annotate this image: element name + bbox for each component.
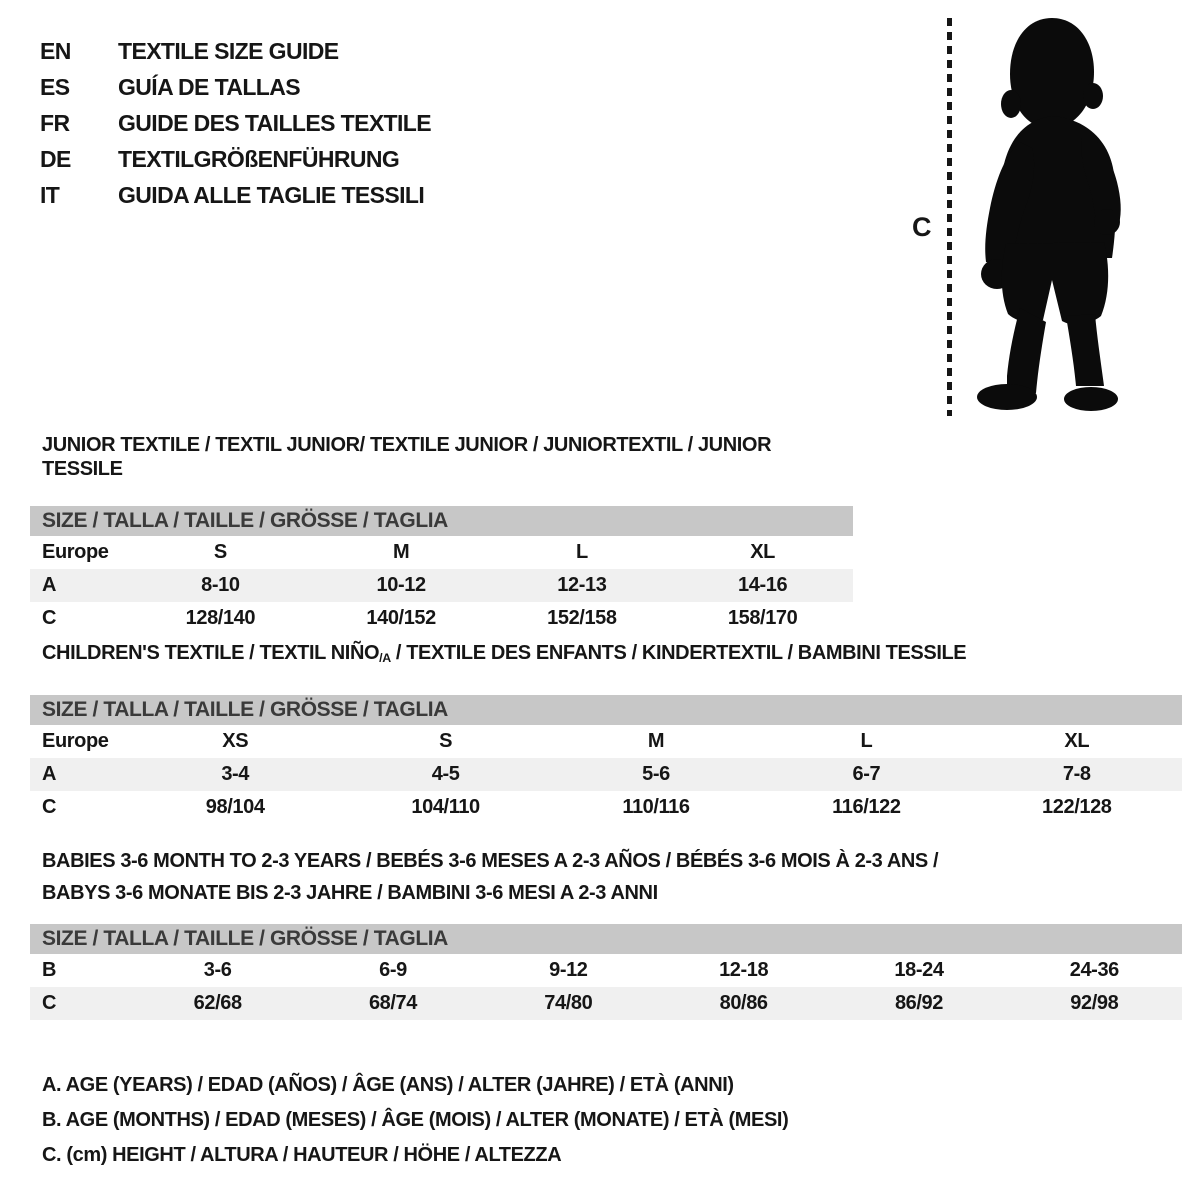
table-cell: 98/104: [205, 796, 265, 819]
lang-row-en: [40, 33, 431, 69]
table-cell: 3-4: [221, 763, 250, 786]
table-cell: M: [392, 541, 410, 563]
lang-row-it: [40, 177, 431, 213]
lang-row-es: [40, 69, 431, 105]
row-label: Europe: [42, 730, 109, 753]
table-cell: 12-18: [719, 959, 769, 981]
measurement-legend: [42, 1068, 788, 1173]
size-header-bar: SIZE / TALLA / TAILLE / GRÖSSE / TAGLIA: [30, 695, 1182, 725]
table-cell: 86/92: [894, 992, 943, 1014]
table-cell: 104/110: [411, 796, 480, 819]
row-label: C: [42, 992, 57, 1014]
row-label: C: [42, 607, 57, 629]
table-cell: 140/152: [366, 607, 436, 629]
table-cell: M: [647, 730, 665, 753]
height-measure-dotted-line: [947, 18, 952, 416]
title-subscript: /A: [379, 651, 391, 666]
table-cell: 128/140: [185, 607, 256, 629]
row-label: B: [42, 959, 57, 981]
title-part: CHILDREN'S TEXTILE / TEXTIL NIÑO: [42, 642, 380, 664]
section-title: [42, 845, 1182, 909]
table-cell: 92/98: [1070, 992, 1119, 1014]
table-cell: L: [860, 730, 873, 753]
table-cell: 24-36: [1069, 959, 1119, 981]
babies-size-table: [30, 954, 1182, 1020]
table-row: [30, 987, 1182, 1020]
legend-line-a: A. AGE (YEARS) / EDAD (AÑOS) / ÂGE (ANS) / ALTER (JAHRE) / ETÀ (ANNI): [42, 1074, 734, 1096]
table-cell: 5-6: [642, 763, 670, 786]
table-cell: S: [439, 730, 453, 753]
lang-code: DE: [40, 145, 71, 172]
table-cell: L: [575, 541, 588, 563]
table-cell: XS: [222, 730, 249, 753]
size-header-bar: SIZE / TALLA / TAILLE / GRÖSSE / TAGLIA: [30, 506, 853, 536]
row-label: A: [42, 763, 57, 786]
table-cell: 8-10: [201, 574, 240, 596]
table-cell: 122/128: [1042, 796, 1112, 819]
section-children-textile: [30, 641, 1182, 824]
table-cell: 7-8: [1062, 763, 1091, 786]
table-row: [30, 725, 1182, 758]
table-cell: S: [213, 541, 227, 563]
table-row: [30, 954, 1182, 987]
table-cell: 6-9: [379, 959, 407, 981]
section-title: [42, 641, 1182, 670]
lang-code: FR: [40, 109, 70, 136]
table-row: [30, 758, 1182, 791]
row-label: A: [42, 574, 57, 596]
language-title-list: [40, 33, 431, 213]
lang-code: EN: [40, 37, 71, 64]
table-row: [30, 536, 853, 569]
table-cell: 62/68: [193, 992, 242, 1014]
table-cell: 14-16: [738, 574, 788, 596]
table-cell: 152/158: [547, 607, 617, 629]
row-label: Europe: [42, 541, 109, 563]
lang-row-fr: [40, 105, 431, 141]
table-cell: XL: [750, 541, 775, 563]
section-title: JUNIOR TEXTILE / TEXTIL JUNIOR/ TEXTILE JUNIOR / JUNIORTEXTIL / JUNIOR TESSILE: [42, 434, 772, 480]
table-cell: 68/74: [368, 992, 418, 1014]
lang-title: TEXTILE SIZE GUIDE: [118, 37, 339, 64]
table-cell: 9-12: [549, 959, 588, 981]
row-label: C: [42, 796, 57, 819]
lang-title: TEXTILGRÖßENFÜHRUNG: [118, 145, 400, 172]
lang-title: GUÍA DE TALLAS: [118, 73, 300, 100]
table-cell: 80/86: [719, 992, 768, 1014]
children-size-table: [30, 725, 1182, 824]
table-cell: 74/80: [544, 992, 593, 1014]
table-cell: 10-12: [376, 574, 426, 596]
measure-label-c: C: [912, 212, 932, 242]
table-cell: 12-13: [557, 574, 607, 596]
legend-line-b: B. AGE (MONTHS) / EDAD (MESES) / ÂGE (MOIS) / ALTER (MONATE) / ETÀ (MESI): [42, 1109, 789, 1131]
lang-row-de: [40, 141, 431, 177]
legend-line-c: C. (cm) HEIGHT / ALTURA / HAUTEUR / HÖHE / ALTEZZA: [42, 1144, 562, 1166]
title-line-2: BABYS 3-6 MONATE BIS 2-3 JAHRE / BAMBINI 3-6 MESI A 2-3 ANNI: [42, 882, 658, 904]
table-cell: 3-6: [203, 959, 232, 981]
lang-title: GUIDE DES TAILLES TEXTILE: [118, 109, 431, 136]
table-cell: 110/116: [622, 796, 690, 819]
table-cell: XL: [1064, 730, 1090, 753]
table-row: [30, 569, 853, 602]
toddler-silhouette: [964, 16, 1140, 416]
table-row: [30, 602, 853, 635]
title-part: / TEXTILE DES ENFANTS / KINDERTEXTIL / BAMBINI TESSILE: [390, 642, 967, 664]
table-cell: 6-7: [852, 763, 881, 786]
lang-code: IT: [40, 181, 60, 208]
lang-title: GUIDA ALLE TAGLIE TESSILI: [118, 181, 425, 208]
table-cell: 116/122: [832, 796, 901, 819]
table-cell: 18-24: [894, 959, 944, 981]
junior-size-table: [30, 536, 853, 635]
section-babies-textile: [30, 849, 1182, 1020]
title-line-1: BABIES 3-6 MONTH TO 2-3 YEARS / BEBÉS 3-6 MESES A 2-3 AÑOS / BÉBÉS 3-6 MOIS À 2-3 ANS /: [42, 850, 939, 872]
table-cell: 4-5: [431, 763, 460, 786]
lang-code: ES: [40, 73, 70, 100]
section-junior-textile: [30, 433, 853, 635]
table-row: [30, 791, 1182, 824]
table-cell: 158/170: [727, 607, 798, 629]
size-header-bar: SIZE / TALLA / TAILLE / GRÖSSE / TAGLIA: [30, 924, 1182, 954]
